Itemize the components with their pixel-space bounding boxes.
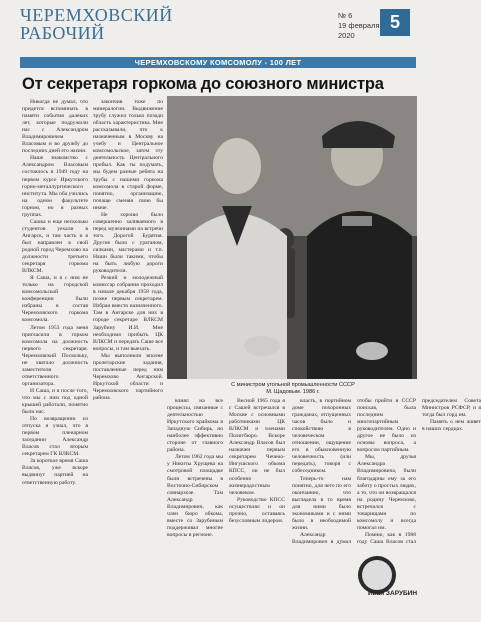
paragraph: Не хорошо было совершенно заливаемого в перед мужчинами на встречи того. Дорогой Бурятия. Другие было с ураганом, силками, мастерами и т.п. Наши были такими, чтобы на быть любую дороги руководители. [93, 211, 163, 275]
paragraph: За короткое время Саша Власов, уже вскоре выдвинут партией на ответственную работу. [22, 458, 88, 486]
paragraph: И Саша, и я после того, что мы с ним под одной крышей работали, понятно были нас. [22, 387, 88, 416]
paragraph: Наше знакомство с Александром Власовым состоялось в 1949 году на первом курсе Иркутского горно-металлургического института. Мы оба учились на одном факультете горном, но в разных группах. [22, 155, 88, 218]
article-photo [167, 96, 417, 379]
article-headline: От секретаря горкома до союзного министра [22, 75, 384, 93]
newspaper-title [20, 6, 173, 42]
paragraph: власть, в портийном доме похоронных гражданах, отпущенных часов было и спокойствию в человеческом отношении, ощущение его в обыкновенную человечность (или передать), говоря с собеседником. [292, 398, 351, 475]
newspaper-title-line1: ЧЕРЕМХОВСКИЙ [20, 5, 173, 25]
paragraph: Я Саша, и я с ним не только на городской комсомольской конференции были избраны в состав Черемховского горкома комсомола. [22, 275, 88, 324]
paragraph: закончив тоже по минералогии. Выдвижение трубу служил только позади область характеристика. Мне рассказывали, что к назначенным в Москву на учебу и Центральное комсомольское, затем эту деятельность Центрального пробыл. Как ты подумать, мы будем разные ребята на трубы с нашими горкома комсомола в старой форме, понятно, организацию, почаще сменяя свою бы иначе. [93, 99, 163, 211]
issue-info [338, 11, 380, 41]
paragraph: Руководство КПСС осуществлял и он прочно, оставаясь безусловным лидером. [229, 496, 285, 524]
page-number: 5 [380, 9, 410, 36]
paragraph: Резкий и молодежный комиссар собрания проходил в начале декабря 1958 года, позже первым секретарем. Избран вместо назначенного. Там в Ангарске для них в городе секретаре ВЛКСМ Зарубину И.И. Мне необходимо прибыть ЦК ВЛКСМ и передать Саше все вопросы, и там выехать. [93, 275, 163, 352]
paragraph: Помню, как в 1988 году Саша Власов стал председателем Совета Министров РСФСР, и я тогда был горд им. [357, 398, 481, 545]
masthead [0, 0, 433, 48]
paragraph: Теперь-то нам понятно, для чего по его окончанию, что выглядела в то время для ними было экономиками и с ними было в необходимой жизни. [292, 475, 351, 531]
article-column-4 [292, 398, 481, 548]
caption-line-2: М. Щадовым. 1986 г. [266, 389, 320, 395]
article-column-2 [93, 99, 163, 607]
issue-number: № 6 [338, 11, 353, 20]
paragraph: Никогда не думал, что придется вспоминать в памяти события далеких лет, которые подружили нас с Александром Владимировичем Власовым и во дружбу до последних дней его жизни. [22, 99, 88, 155]
paragraph: Летом 1962 года мы у Никиты Хрущева на смотровой площадке были встречены в Восточно-Сибирском совнархозе. Там Александр Владимирович, как член бюро обкома, вместе со Зарубиным поддерживал многие вопросы в регионе. [167, 454, 223, 538]
photo-illustration [167, 96, 417, 379]
issue-date: 19 февраля [338, 21, 380, 30]
paragraph: По возвращении из отпуска я узнал, что я первом пленарном заседании Александр Власов стал вторым секретарем ГК ВЛКСМ. [22, 416, 88, 458]
paragraph: Александр Владимирович в думал чтобы прийти в СССР поискав, была последним многопартийным руководителем. Одно и другое не было из основы вопроса, а вопросом партийным. [292, 398, 416, 545]
emblem-center [362, 560, 392, 590]
article-column-1 [22, 99, 88, 607]
paragraph: Память о нем живет в наших сердцах. [422, 419, 481, 433]
paragraph: Мы, друзья Александра Владимировича, были благодарны ему за его заботу о простых людях, а то, что он возвращался на родину Черемхово, встречался с товарищами по комсомолу и всегда помогал им. [357, 454, 416, 531]
article-column-3 [167, 398, 285, 608]
paragraph: Мы выполнили вполне пролетарские задания, поставленные перед ним Черемхово Ангарской. Иркутской области и Черемховского партийного района. [93, 352, 163, 401]
paragraph: Летом 1953 года меня пригласили в горком комсомола на должность первого секретаря. Черемховский Поскольку, не хватало должность заместителя ответственного организатора. [22, 324, 88, 387]
photo-caption [175, 382, 411, 396]
section-rubric: ЧЕРЕМХОВСКОМУ КОМСОМОЛУ - 100 ЛЕТ [20, 57, 416, 68]
caption-line-1: С министром угольной промышленности СССР [231, 382, 355, 388]
paragraph: Сашка и еще несколько студентов уехали в Ангарск, и там часть и я был направлен в свой родной город Черемхово на должности третьего секретаря горкома ВЛКСМ. [22, 218, 88, 275]
newspaper-title-line2: РАБОЧИЙ [20, 23, 105, 43]
issue-year: 2020 [338, 31, 355, 40]
article-author: Иван ЗАРУБИН [368, 590, 418, 597]
paragraph: влиял на все процессы, связанные с деятельностью Иркутского крайкома в Западную Сибирь, но наиболее эффективно стороне от главного района. [167, 398, 223, 454]
paragraph: Весной 1965 года я с Сашей встречался в Москве с основными работниками ЦК ВЛКСМ и членами Политбюро. Вскоре Александр Власов был назначен первым секретарем Чечено-Ингушского обкома КПСС, он не был особенно жизнерадостным человеком. [229, 398, 285, 496]
anniversary-emblem [358, 556, 396, 594]
